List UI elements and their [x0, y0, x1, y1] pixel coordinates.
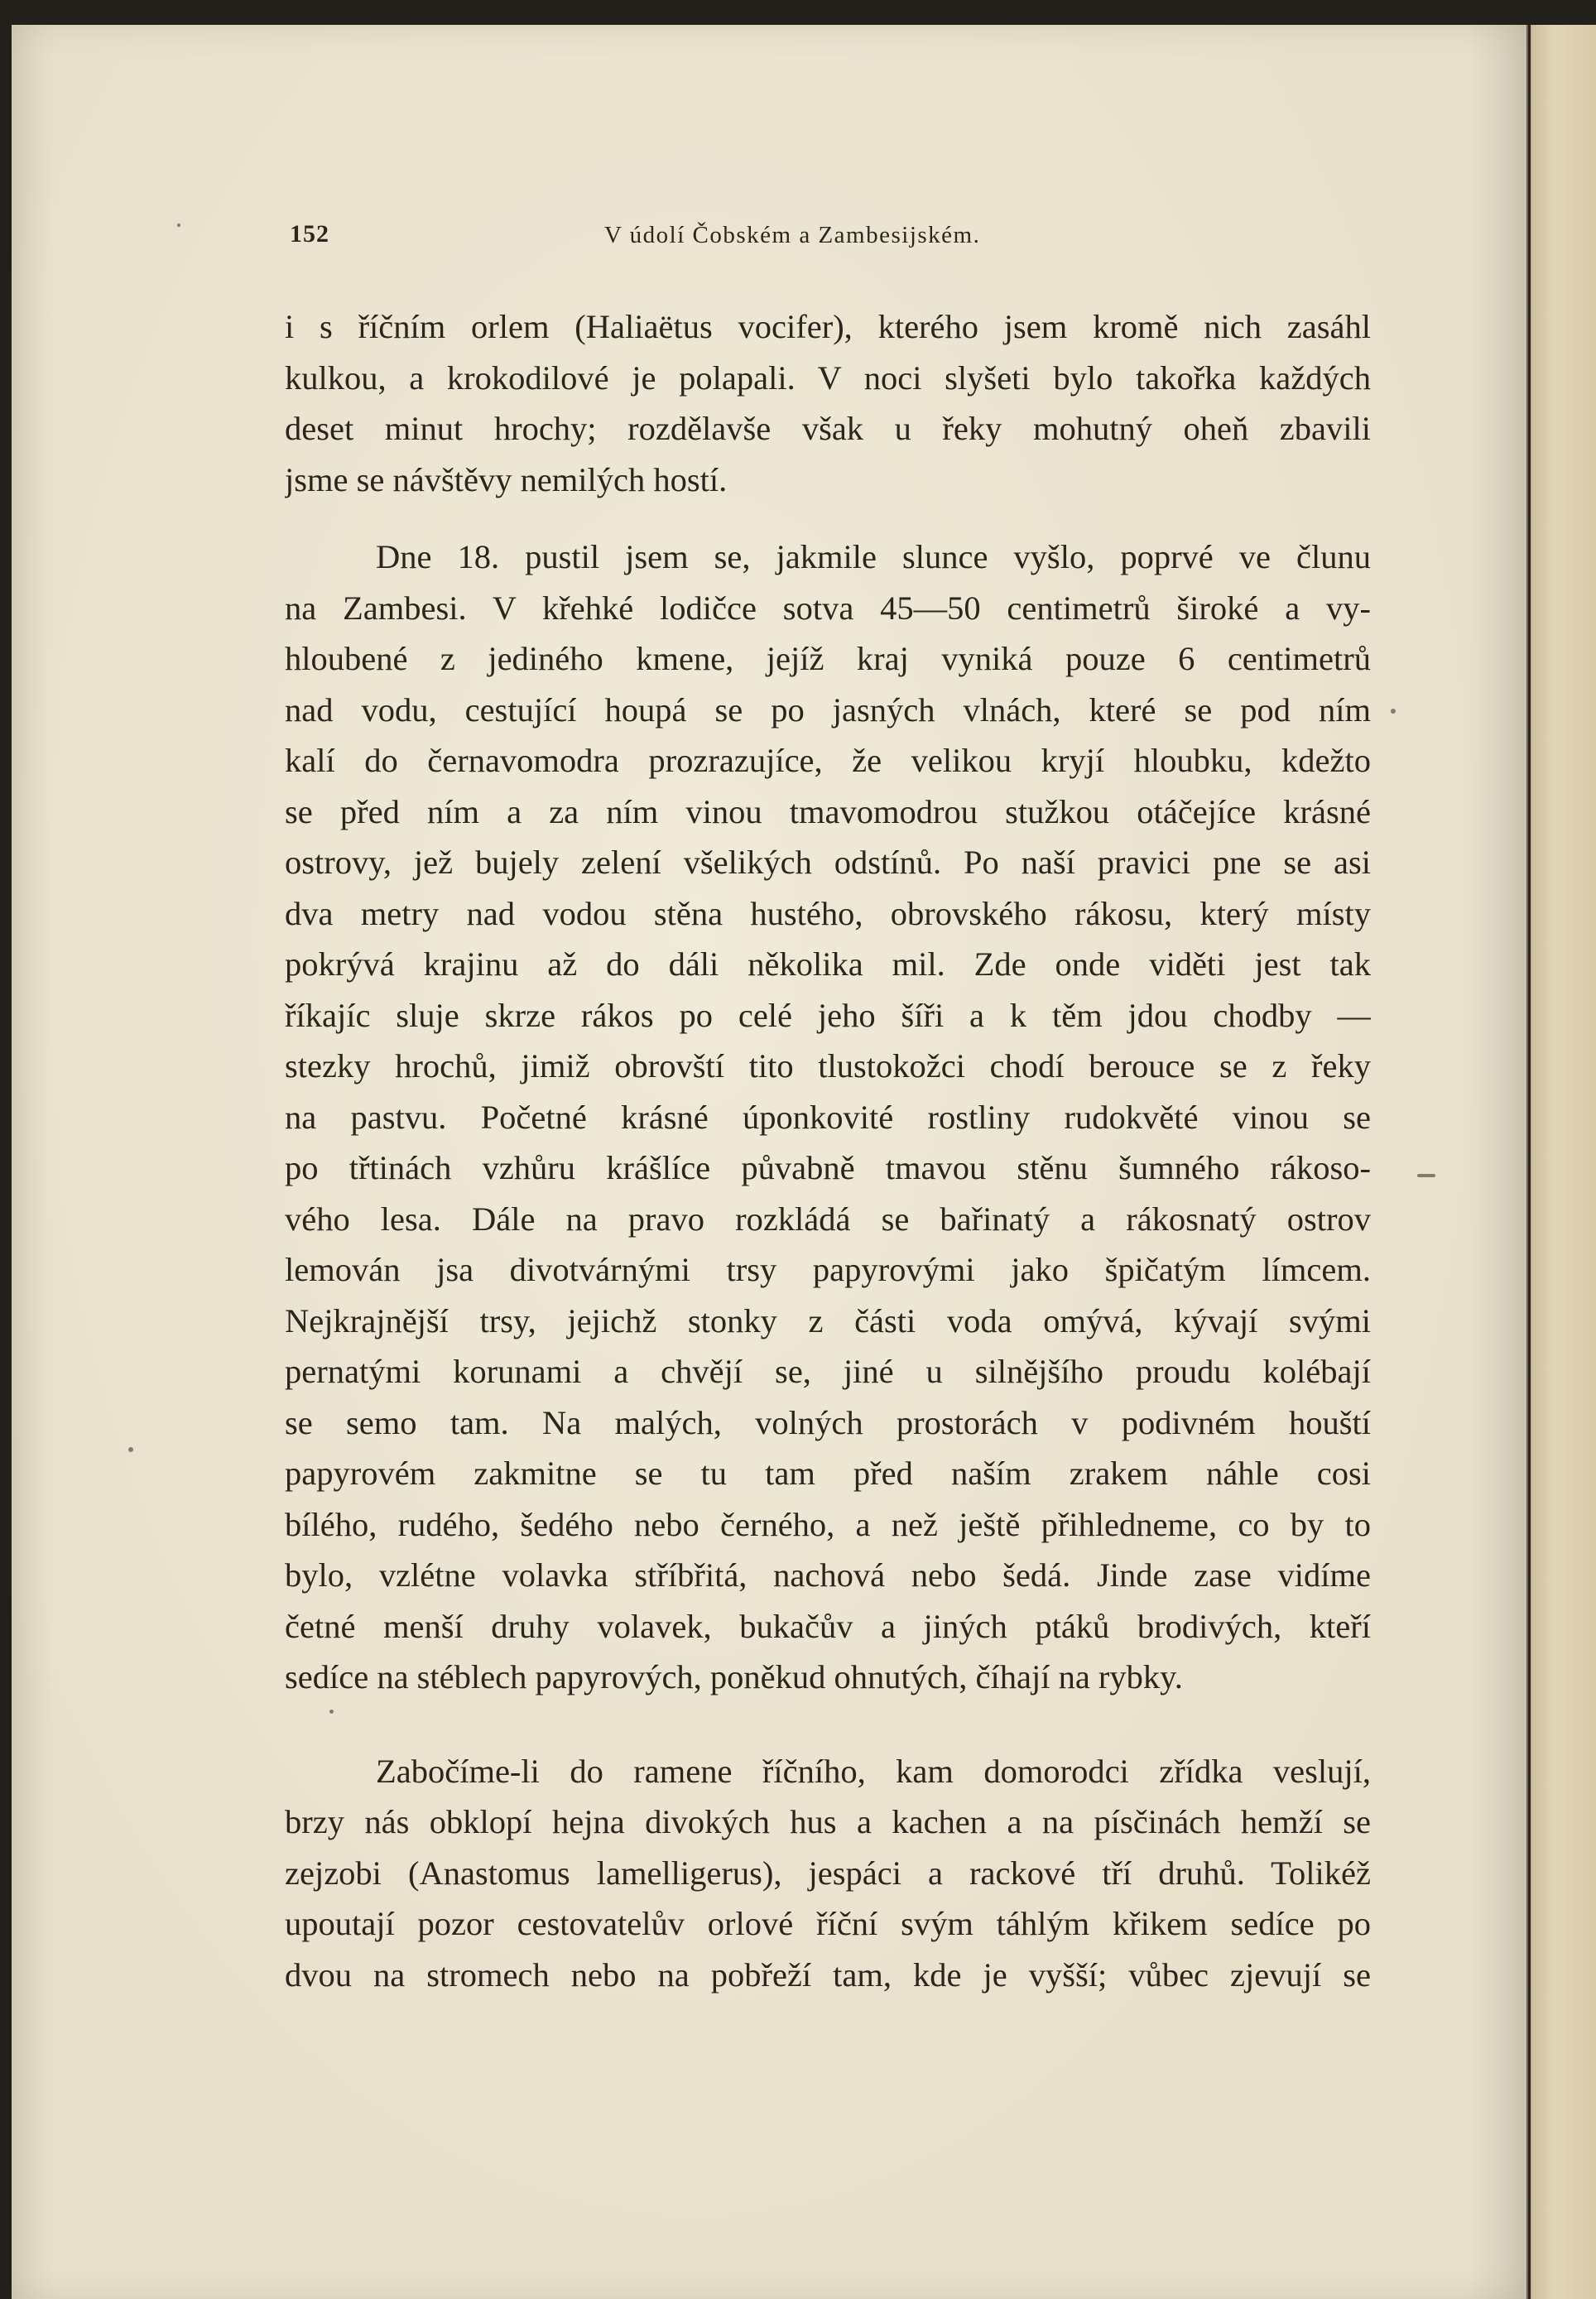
text-line: četné menší druhy volavek, bukačův a jiných ptáků brodivých, kteří: [285, 1607, 1371, 1645]
text-line: jsme se návštěvy nemilých hostí.: [285, 460, 728, 498]
text-line: se semo tam. Na malých, volných prostorách v podivném houští: [285, 1403, 1371, 1441]
text-line: se před ním a za ním vinou tmavomodrou stužkou otáčejíce krásné: [285, 792, 1371, 830]
text-line: nad vodu, cestující houpá se po jasných vlnách, které se pod ním: [285, 690, 1371, 729]
text-line: pernatými korunami a chvějí se, jiné u silnějšího proudu kolébají: [285, 1353, 1371, 1390]
page-edge-line: [1528, 25, 1531, 2299]
text-line: papyrovém zakmitne se tu tam před naším zrakem náhle cosi: [285, 1455, 1371, 1492]
text-line: kulkou, a krokodilové je polapali. V noci slyšeti bylo takořka každých: [285, 358, 1371, 397]
paragraph: [285, 531, 1371, 1703]
text-line: sedíce na stéblech papyrových, poněkud ohnutých, číhají na rybky.: [285, 1658, 1183, 1695]
text-line: po třtinách vzhůru krášlíce půvabně tmavou stěnu šumného rákoso-: [285, 1149, 1371, 1186]
text-line: dvou na stromech nebo na pobřeží tam, kde je vyšší; vůbec zjevují se: [285, 1955, 1371, 1994]
text-line: brzy nás obklopí hejna divokých hus a kachen a na písčinách hemží se: [285, 1803, 1371, 1840]
text-line: deset minut hrochy; rozdělavše však u řeky mohutný oheň zbavili: [285, 410, 1371, 447]
text-line: ostrovy, jež bujely zelení všelikých odstínů. Po naší pravici pne se asi: [285, 844, 1371, 881]
text-line: vého lesa. Dále na pravo rozkládá se bařinatý a rákosnatý ostrov: [285, 1200, 1371, 1238]
paragraph: [285, 1746, 1371, 2001]
text-line: stezky hrochů, jimiž obrovští tito tlustokožci chodí berouce se z řeky: [285, 1047, 1371, 1085]
text-line: i s říčním orlem (Haliaëtus vocifer), kterého jsem kromě nich zasáhl: [285, 308, 1371, 345]
scan-speck: [177, 224, 180, 227]
text-line: Zabočíme-li do ramene říčního, kam domorodci zřídka veslují,: [376, 1752, 1371, 1790]
text-line: říkajíc sluje skrze rákos po celé jeho šíři a k těm jdou chodby —: [285, 996, 1371, 1034]
scan-speck: [1391, 709, 1396, 714]
text-line: upoutají pozor cestovatelův orlové říční svým táhlým křikem sedíce po: [285, 1905, 1371, 1942]
text-line: na Zambesi. V křehké lodičce sotva 45—50 centimetrů široké a vy-: [285, 589, 1371, 627]
text-line: zejzobi (Anastomus lamelligerus), jespáci a rackové tří druhů. Tolikéž: [285, 1854, 1371, 1892]
paragraph: [285, 301, 1371, 505]
body-text: [285, 301, 1371, 2000]
text-line: Dne 18. pustil jsem se, jakmile slunce vyšlo, poprvé ve člunu: [376, 538, 1371, 575]
text-line: na pastvu. Početné krásné úponkovité rostliny rudokvěté vinou se: [285, 1098, 1371, 1136]
running-head: [290, 220, 1366, 257]
running-head-title: V údolí Čobském a Zambesijském.: [604, 222, 981, 248]
text-line: bílého, rudého, šedého nebo černého, a než ještě přihledneme, co by to: [285, 1505, 1371, 1543]
scan-speck: [128, 1447, 133, 1452]
scan-speck: [1417, 1174, 1435, 1177]
text-line: dva metry nad vodou stěna hustého, obrovského rákosu, který místy: [285, 894, 1371, 932]
text-line: hloubené z jediného kmene, jejíž kraj vyniká pouze 6 centimetrů: [285, 640, 1371, 677]
text-line: kalí do černavomodra prozrazujíce, že velikou kryjí hloubku, kdežto: [285, 742, 1371, 779]
text-line: pokrývá krajinu až do dáli několika mil. Zde onde viděti jest tak: [285, 945, 1371, 983]
text-line: lemován jsa divotvárnými trsy papyrovými jako špičatým límcem.: [285, 1251, 1371, 1288]
page-number: 152: [290, 220, 329, 248]
text-line: Nejkrajnější trsy, jejichž stonky z části voda omývá, kývají svými: [285, 1301, 1371, 1339]
text-line: bylo, vzlétne volavka stříbřitá, nachová nebo šedá. Jinde zase vidíme: [285, 1556, 1371, 1594]
page-edge: [1526, 25, 1596, 2299]
